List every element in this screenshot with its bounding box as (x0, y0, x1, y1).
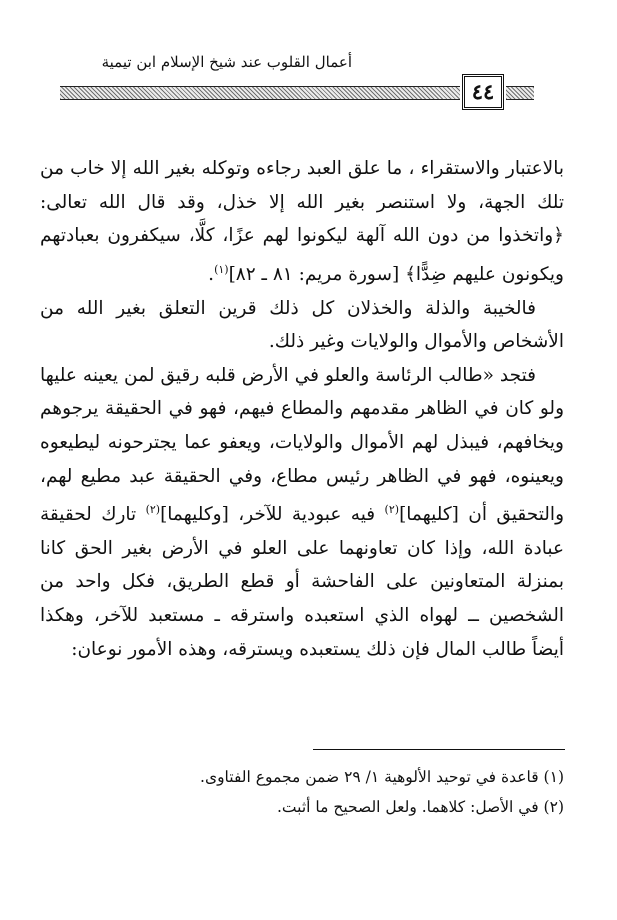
paragraph-3-text-c: تارك لحقيقة عبادة الله، وإذا كان تعاونهما على العلو في الأرض بغير الحق كانا بمنزلة المتعاونين على الفاحشة أو قطع الطريق، فكل واحد من الشخصين ــ لهواه الذي استعبده واسترقه ـ مستعبد للآخر، وهكذا أيضاً طالب المال فإن ذلك يستعبده ويسترقه، وهذه الأمور نوعان: (40, 504, 564, 660)
paragraph-1 (40, 152, 564, 292)
footnote-1: (١) قاعدة في توحيد الألوهية ١/ ٢٩ ضمن مجموع الفتاوى. (200, 768, 564, 786)
quran-reference: [سورة مريم: ٨١ ـ ٨٢] (228, 263, 406, 285)
paragraph-1-end: . (208, 263, 215, 285)
running-title: أعمال القلوب عند شيخ الإسلام ابن تيمية (101, 53, 352, 71)
footnote-marker-2: (٢) (384, 503, 400, 517)
paragraph-3-text-b: فيه عبودية للآخر، [وكليهما] (160, 504, 385, 526)
footnote-separator (313, 749, 565, 750)
footnote-2: (٢) في الأصل: كلاهما. ولعل الصحيح ما أثبت. (277, 798, 564, 816)
paragraph-3-text-a: فتجد «طالب الرئاسة والعلو في الأرض قلبه رقيق لمن يعينه عليها ولو كان في الظاهر مقدمهم والمطاع فيهم، فهو في الحقيقة يرجوهم ويخافهم، فيبذل لهم الأموال والولايات، ويعفو عما يجترحونه ليطيعوه ويعينوه، فهو في الظاهر رئيس مطاع، وفي الحقيقة عبد مطيع لهم، والتحقيق أن [كليهما] (40, 364, 564, 526)
footnotes (40, 762, 564, 822)
page-number: ٤٤ (462, 74, 504, 110)
header-rule-left (60, 86, 460, 100)
paragraph-2: فالخيبة والذلة والخذلان كل ذلك قرين التعلق بغير الله من الأشخاص والأموال والولايات وغير ذلك. (40, 297, 564, 353)
body-text (40, 152, 564, 666)
footnote-marker-1: (١) (214, 262, 229, 276)
paragraph-3 (40, 359, 564, 667)
header-rule-right (506, 86, 534, 100)
quran-verse: ﴿واتخذوا من دون الله آلهة ليكونوا لهم عزًا، كلَّا، سيكفرون بعبادتهم ويكونون عليهم ضِدًّا﴾ (40, 225, 564, 285)
paragraph-1-text: بالاعتبار والاستقراء ، ما علق العبد رجاءه وتوكله بغير الله إلا خاب من تلك الجهة، ولا استنصر بغير الله إلا خذل، وقد قال الله تعالى: (40, 158, 564, 213)
footnote-marker-2b: (٢) (145, 503, 161, 517)
